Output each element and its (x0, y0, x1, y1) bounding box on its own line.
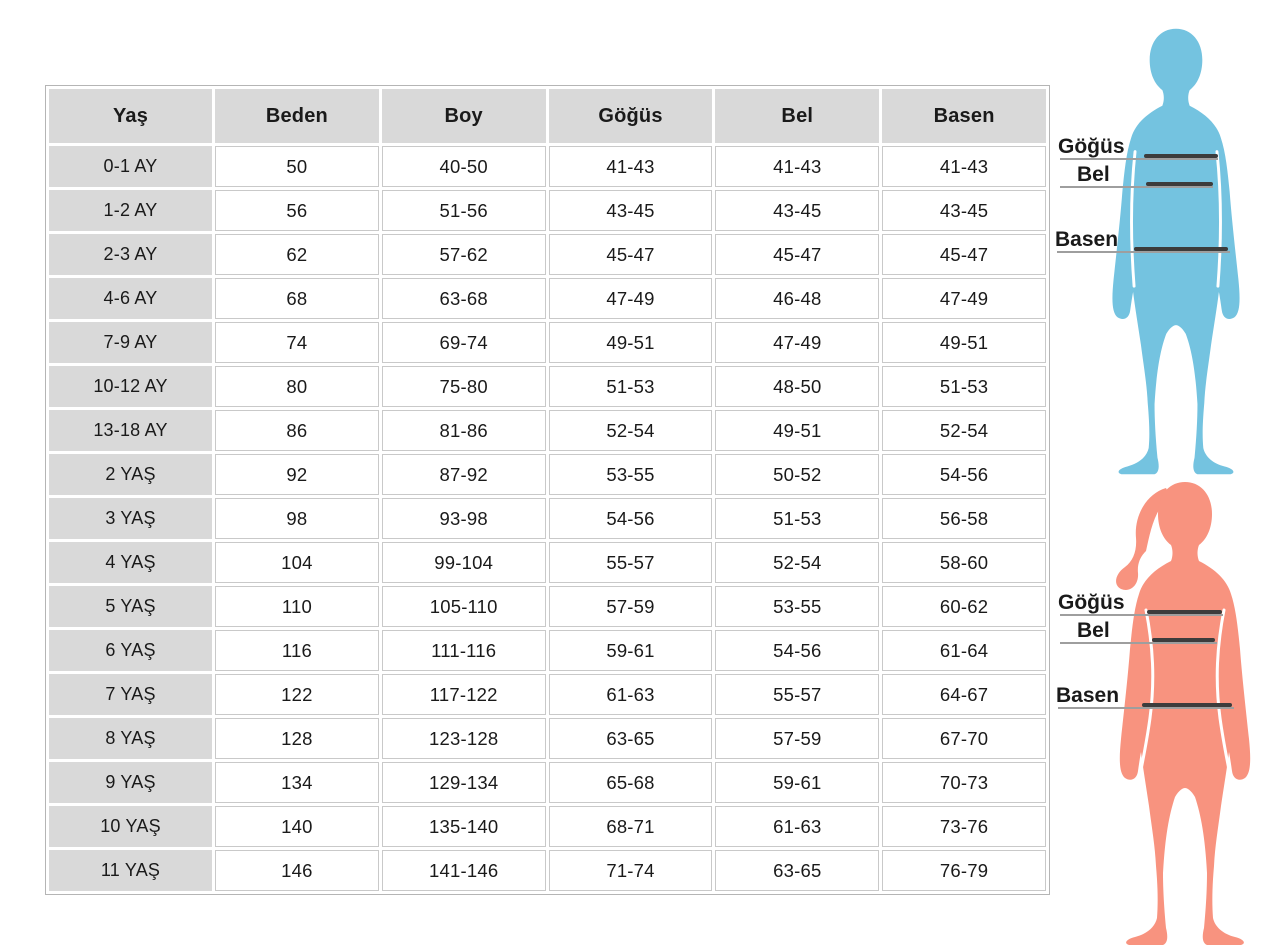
value-cell: 128 (215, 718, 379, 759)
table-row (49, 542, 1046, 583)
value-cell: 63-68 (382, 278, 546, 319)
girl-chest-label: Göğüs (1058, 591, 1125, 614)
value-cell: 52-54 (549, 410, 713, 451)
value-cell: 65-68 (549, 762, 713, 803)
table-row (49, 234, 1046, 275)
value-cell: 59-61 (549, 630, 713, 671)
value-cell: 41-43 (715, 146, 879, 187)
table-row (49, 806, 1046, 847)
boy-waist-measure-line (1146, 182, 1213, 186)
age-cell: 2-3 AY (49, 234, 212, 275)
value-cell: 69-74 (382, 322, 546, 363)
age-cell: 4 YAŞ (49, 542, 212, 583)
age-cell: 7-9 AY (49, 322, 212, 363)
value-cell: 61-63 (549, 674, 713, 715)
value-cell: 76-79 (882, 850, 1046, 891)
age-cell: 10 YAŞ (49, 806, 212, 847)
table-row (49, 850, 1046, 891)
column-header: Bel (715, 89, 879, 143)
value-cell: 134 (215, 762, 379, 803)
value-cell: 61-63 (715, 806, 879, 847)
boy-chest-measure-line (1144, 154, 1218, 158)
value-cell: 54-56 (549, 498, 713, 539)
value-cell: 45-47 (882, 234, 1046, 275)
value-cell: 51-53 (715, 498, 879, 539)
value-cell: 110 (215, 586, 379, 627)
value-cell: 146 (215, 850, 379, 891)
age-cell: 6 YAŞ (49, 630, 212, 671)
boy-waist-leader-line (1060, 186, 1213, 188)
age-cell: 2 YAŞ (49, 454, 212, 495)
girl-waist-label: Bel (1077, 619, 1110, 642)
table-row (49, 586, 1046, 627)
age-cell: 1-2 AY (49, 190, 212, 231)
value-cell: 59-61 (715, 762, 879, 803)
table-header-row (49, 89, 1046, 143)
age-cell: 11 YAŞ (49, 850, 212, 891)
value-cell: 81-86 (382, 410, 546, 451)
value-cell: 93-98 (382, 498, 546, 539)
value-cell: 49-51 (715, 410, 879, 451)
column-header: Beden (215, 89, 379, 143)
table-row (49, 190, 1046, 231)
value-cell: 43-45 (715, 190, 879, 231)
table-row (49, 366, 1046, 407)
value-cell: 117-122 (382, 674, 546, 715)
table-row (49, 322, 1046, 363)
value-cell: 98 (215, 498, 379, 539)
girl-hip-label: Basen (1056, 684, 1120, 707)
value-cell: 122 (215, 674, 379, 715)
value-cell: 54-56 (715, 630, 879, 671)
value-cell: 43-45 (882, 190, 1046, 231)
value-cell: 55-57 (549, 542, 713, 583)
value-cell: 68 (215, 278, 379, 319)
girl-hip-leader-line (1058, 707, 1234, 709)
boy-chest-leader-line (1060, 158, 1218, 160)
value-cell: 43-45 (549, 190, 713, 231)
value-cell: 45-47 (549, 234, 713, 275)
value-cell: 41-43 (882, 146, 1046, 187)
value-cell: 51-53 (882, 366, 1046, 407)
boy-hip-measure-line (1134, 247, 1228, 251)
value-cell: 52-54 (715, 542, 879, 583)
column-header: Boy (382, 89, 546, 143)
value-cell: 80 (215, 366, 379, 407)
value-cell: 49-51 (882, 322, 1046, 363)
value-cell: 50 (215, 146, 379, 187)
size-chart-table (45, 85, 1050, 895)
value-cell: 140 (215, 806, 379, 847)
value-cell: 60-62 (882, 586, 1046, 627)
age-cell: 9 YAŞ (49, 762, 212, 803)
value-cell: 63-65 (715, 850, 879, 891)
value-cell: 58-60 (882, 542, 1046, 583)
value-cell: 111-116 (382, 630, 546, 671)
value-cell: 51-53 (549, 366, 713, 407)
girl-waist-measure-line (1152, 638, 1215, 642)
age-cell: 7 YAŞ (49, 674, 212, 715)
value-cell: 73-76 (882, 806, 1046, 847)
value-cell: 70-73 (882, 762, 1046, 803)
value-cell: 129-134 (382, 762, 546, 803)
value-cell: 75-80 (382, 366, 546, 407)
value-cell: 104 (215, 542, 379, 583)
girl-chest-measure-line (1147, 610, 1222, 614)
table-row (49, 498, 1046, 539)
age-cell: 5 YAŞ (49, 586, 212, 627)
table-row (49, 762, 1046, 803)
table-row (49, 454, 1046, 495)
value-cell: 50-52 (715, 454, 879, 495)
value-cell: 55-57 (715, 674, 879, 715)
value-cell: 47-49 (549, 278, 713, 319)
value-cell: 86 (215, 410, 379, 451)
age-cell: 10-12 AY (49, 366, 212, 407)
girl-chest-leader-line (1060, 614, 1223, 616)
value-cell: 53-55 (549, 454, 713, 495)
value-cell: 56-58 (882, 498, 1046, 539)
value-cell: 57-62 (382, 234, 546, 275)
value-cell: 45-47 (715, 234, 879, 275)
age-cell: 4-6 AY (49, 278, 212, 319)
value-cell: 57-59 (549, 586, 713, 627)
value-cell: 99-104 (382, 542, 546, 583)
column-header: Yaş (49, 89, 212, 143)
value-cell: 87-92 (382, 454, 546, 495)
column-header: Basen (882, 89, 1046, 143)
age-cell: 8 YAŞ (49, 718, 212, 759)
value-cell: 141-146 (382, 850, 546, 891)
value-cell: 61-64 (882, 630, 1046, 671)
boy-hip-label: Basen (1055, 228, 1119, 251)
table-row (49, 278, 1046, 319)
age-cell: 3 YAŞ (49, 498, 212, 539)
value-cell: 40-50 (382, 146, 546, 187)
value-cell: 71-74 (549, 850, 713, 891)
value-cell: 53-55 (715, 586, 879, 627)
value-cell: 135-140 (382, 806, 546, 847)
boy-chest-label: Göğüs (1058, 135, 1125, 158)
value-cell: 92 (215, 454, 379, 495)
value-cell: 62 (215, 234, 379, 275)
value-cell: 57-59 (715, 718, 879, 759)
girl-waist-leader-line (1060, 642, 1217, 644)
value-cell: 46-48 (715, 278, 879, 319)
girl-silhouette-illustration (1100, 478, 1270, 948)
boy-hip-leader-line (1057, 251, 1230, 253)
table-row (49, 630, 1046, 671)
value-cell: 47-49 (882, 278, 1046, 319)
value-cell: 54-56 (882, 454, 1046, 495)
value-cell: 67-70 (882, 718, 1046, 759)
girl-hip-measure-line (1142, 703, 1232, 707)
value-cell: 49-51 (549, 322, 713, 363)
column-header: Göğüs (549, 89, 713, 143)
value-cell: 123-128 (382, 718, 546, 759)
table-body (49, 146, 1046, 891)
value-cell: 63-65 (549, 718, 713, 759)
value-cell: 116 (215, 630, 379, 671)
age-cell: 13-18 AY (49, 410, 212, 451)
table-row (49, 718, 1046, 759)
age-cell: 0-1 AY (49, 146, 212, 187)
table-row (49, 146, 1046, 187)
value-cell: 74 (215, 322, 379, 363)
value-cell: 41-43 (549, 146, 713, 187)
value-cell: 48-50 (715, 366, 879, 407)
value-cell: 68-71 (549, 806, 713, 847)
value-cell: 47-49 (715, 322, 879, 363)
value-cell: 52-54 (882, 410, 1046, 451)
value-cell: 105-110 (382, 586, 546, 627)
boy-waist-label: Bel (1077, 163, 1110, 186)
value-cell: 56 (215, 190, 379, 231)
table-row (49, 674, 1046, 715)
value-cell: 51-56 (382, 190, 546, 231)
value-cell: 64-67 (882, 674, 1046, 715)
table-row (49, 410, 1046, 451)
